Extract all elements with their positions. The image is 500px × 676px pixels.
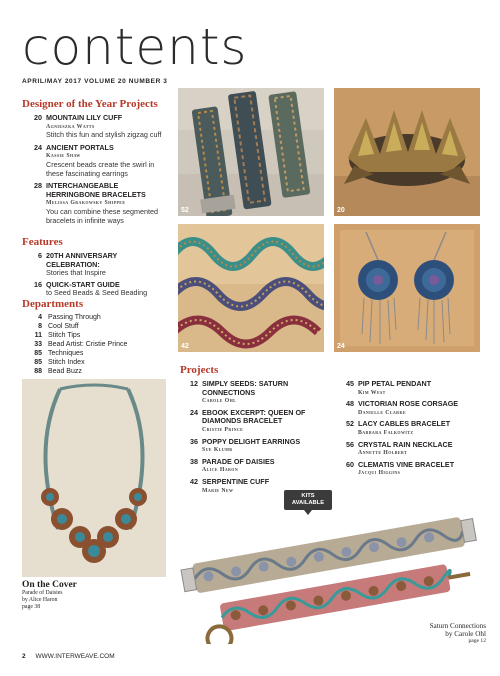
toc-desc: Stitch this fun and stylish zigzag cuff [46, 130, 162, 140]
toc-page: 6 [38, 251, 42, 260]
cover-caption-line: by Alice Haron [22, 597, 58, 603]
toc-entry[interactable]: 48 VICTORIAN ROSE CORSAGE Danielle Clarke [346, 399, 459, 416]
page-title: contents [22, 18, 248, 76]
toc-page: 24 [34, 142, 42, 152]
toc-entry[interactable]: 56 CRYSTAL RAIN NECKLACE Annette Holbert [346, 439, 453, 457]
site-url[interactable]: WWW.INTERWEAVE.COM [35, 653, 115, 660]
department-item[interactable]: 8 Cool Stuff [38, 323, 79, 330]
photo-lacy-cables-bracelet [178, 88, 324, 216]
departments-section [22, 298, 172, 376]
saturn-caption: Saturn Connections by Carole Ohl page 12 [429, 622, 486, 644]
photo-page-label: 42 [181, 343, 189, 350]
projects-list-left [178, 380, 326, 495]
toc-author: Agnieszka Watts [46, 123, 95, 130]
photo-page-label: 20 [337, 207, 345, 214]
footer [22, 653, 115, 660]
projects-section-title: Projects [180, 364, 219, 376]
toc-entry[interactable]: 36 POPPY DELIGHT EARRINGS Sue Klumb [190, 436, 301, 454]
features-section-title: Features [22, 236, 63, 248]
toc-author: Melissa Grakowsky Shippee [46, 200, 126, 207]
toc-entry[interactable]: 60 CLEMATIS VINE BRACELET Jacqui Higgins [346, 459, 455, 477]
photo-page-label: 24 [337, 343, 345, 350]
toc-entry[interactable] [22, 252, 172, 278]
toc-title: MOUNTAIN LILY CUFF [46, 113, 123, 122]
toc-entry[interactable] [22, 144, 172, 178]
photo-serpentine-cuff [178, 224, 324, 352]
projects-section [180, 364, 480, 376]
toc-page: 20 [34, 113, 42, 122]
toc-entry[interactable]: 38 PARADE OF DAISIES Alice Haron [190, 456, 275, 474]
toc-author: Kassie Shaw [46, 153, 81, 160]
cover-caption-line: page 38 [22, 604, 41, 610]
cover-caption [22, 580, 162, 611]
toc-page: 16 [34, 279, 42, 289]
toc-entry[interactable]: 52 LACY CABLES BRACELET Barbara Falkowitz [346, 419, 451, 436]
features-section [22, 236, 172, 298]
toc-title: 20TH ANNIVERSARY CELEBRATION: [46, 251, 118, 269]
department-item[interactable]: 33 Bead Artist: Cristie Prince [34, 341, 128, 348]
department-item[interactable]: 85 Stitch Index [34, 359, 85, 366]
photo-ancient-portals-earrings [334, 224, 480, 352]
cover-caption-line: Parade of Daisies [22, 590, 63, 596]
toc-page: 28 [34, 181, 42, 191]
department-item[interactable]: 88 Bead Buzz [34, 368, 82, 375]
toc-desc: You can combine these segmented bracelets in infinite ways [46, 206, 159, 225]
projects-list-right [334, 380, 482, 478]
toc-title: INTERCHANGEABLE HERRINGBONE BRACELETS [46, 181, 146, 199]
department-item[interactable]: 85 Techniques [34, 350, 84, 357]
designer-section [22, 98, 172, 225]
toc-entry[interactable]: 42 SERPENTINE CUFF Marie New [190, 476, 270, 494]
toc-entry[interactable]: 24 EBOOK EXCERPT: QUEEN OF DIAMONDS BRACELET Cristie Prince [190, 407, 306, 433]
page-number: 2 [22, 653, 26, 660]
toc-entry[interactable] [22, 182, 172, 225]
toc-entry[interactable] [22, 281, 172, 298]
departments-section-title: Departments [22, 298, 84, 310]
toc-desc: to Seed Beads & Seed Beading [46, 288, 148, 298]
cover-caption-heading: On the Cover [22, 580, 77, 590]
department-item[interactable]: 4 Passing Through [38, 314, 101, 321]
kits-available-badge[interactable]: KITS AVAILABLE [284, 490, 332, 510]
toc-title: ANCIENT PORTALS [46, 142, 114, 152]
toc-desc: Crescent beads create the swirl in these fascinating earrings [46, 159, 155, 178]
toc-entry[interactable]: 12 SIMPLY SEEDS: SATURN CONNECTIONS Carole Ohl [190, 379, 289, 405]
toc-entry[interactable]: 45 PIP PETAL PENDANT Kim West [346, 379, 432, 396]
toc-entry[interactable] [22, 114, 172, 140]
designer-section-title: Designer of the Year Projects [22, 98, 158, 110]
department-item[interactable]: 11 Stitch Tips [34, 332, 81, 339]
toc-desc: Stories that Inspire [46, 268, 106, 278]
photo-mountain-lily-cuff [334, 88, 480, 216]
issue-line: APRIL/MAY 2017 VOLUME 20 NUMBER 3 [22, 78, 168, 85]
photo-cover-parade-of-daisies [22, 379, 166, 577]
toc-title: QUICK-START GUIDE [46, 279, 120, 289]
photo-page-label: 52 [181, 207, 189, 214]
